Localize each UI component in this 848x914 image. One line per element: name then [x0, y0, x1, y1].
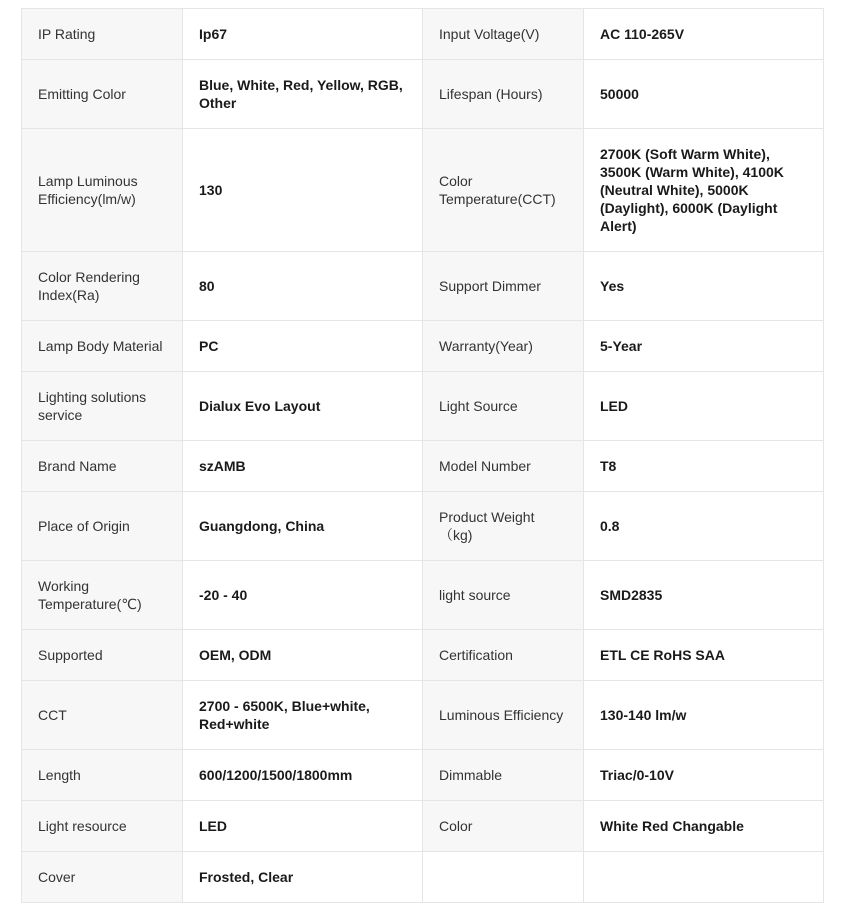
table-row: [22, 801, 824, 852]
spec-label: Lamp Luminous Efficiency(lm/w): [22, 129, 183, 252]
table-row: [22, 321, 824, 372]
spec-value: 2700 - 6500K, Blue+white, Red+white: [183, 681, 423, 750]
spec-label: Light Source: [423, 372, 584, 441]
spec-value: OEM, ODM: [183, 630, 423, 681]
spec-value: 0.8: [584, 492, 824, 561]
spec-label: Working Temperature(℃): [22, 561, 183, 630]
spec-label: Input Voltage(V): [423, 9, 584, 60]
spec-value: Frosted, Clear: [183, 852, 423, 903]
spec-value: Yes: [584, 252, 824, 321]
spec-value: PC: [183, 321, 423, 372]
spec-value: -20 - 40: [183, 561, 423, 630]
table-row: [22, 681, 824, 750]
spec-value: AC 110-265V: [584, 9, 824, 60]
spec-label: Dimmable: [423, 750, 584, 801]
table-row: [22, 60, 824, 129]
spec-value: Guangdong, China: [183, 492, 423, 561]
spec-label: CCT: [22, 681, 183, 750]
spec-value: Blue, White, Red, Yellow, RGB, Other: [183, 60, 423, 129]
spec-value: szAMB: [183, 441, 423, 492]
spec-value: 2700K (Soft Warm White), 3500K (Warm White), 4100K (Neutral White), 5000K (Daylight), 6000K (Daylight Alert): [584, 129, 824, 252]
spec-value: 600/1200/1500/1800mm: [183, 750, 423, 801]
table-row: [22, 372, 824, 441]
spec-label: Lamp Body Material: [22, 321, 183, 372]
spec-label: light source: [423, 561, 584, 630]
spec-label: Light resource: [22, 801, 183, 852]
spec-value: LED: [183, 801, 423, 852]
table-row: [22, 129, 824, 252]
spec-label: IP Rating: [22, 9, 183, 60]
spec-value: Triac/0-10V: [584, 750, 824, 801]
spec-label: Brand Name: [22, 441, 183, 492]
spec-value: White Red Changable: [584, 801, 824, 852]
spec-label: Emitting Color: [22, 60, 183, 129]
spec-label: Cover: [22, 852, 183, 903]
spec-value: 130: [183, 129, 423, 252]
table-row: [22, 750, 824, 801]
specification-table: [21, 8, 824, 903]
table-row: [22, 441, 824, 492]
spec-value: SMD2835: [584, 561, 824, 630]
spec-label: Place of Origin: [22, 492, 183, 561]
spec-label: Certification: [423, 630, 584, 681]
spec-label: Supported: [22, 630, 183, 681]
spec-value: 80: [183, 252, 423, 321]
spec-label: Product Weight （kg): [423, 492, 584, 561]
spec-label: Color Rendering Index(Ra): [22, 252, 183, 321]
spec-label: Lighting solutions service: [22, 372, 183, 441]
table-row: [22, 9, 824, 60]
spec-value: 5-Year: [584, 321, 824, 372]
spec-value: 50000: [584, 60, 824, 129]
spec-value: ETL CE RoHS SAA: [584, 630, 824, 681]
spec-label: Lifespan (Hours): [423, 60, 584, 129]
spec-label: Length: [22, 750, 183, 801]
spec-value: LED: [584, 372, 824, 441]
spec-value: [584, 852, 824, 903]
table-row: [22, 561, 824, 630]
spec-label: Support Dimmer: [423, 252, 584, 321]
table-row: [22, 252, 824, 321]
spec-value: T8: [584, 441, 824, 492]
spec-label: Color Temperature(CCT): [423, 129, 584, 252]
spec-value: Ip67: [183, 9, 423, 60]
spec-label: Model Number: [423, 441, 584, 492]
table-row: [22, 492, 824, 561]
spec-value: Dialux Evo Layout: [183, 372, 423, 441]
table-row: [22, 852, 824, 903]
spec-label: Color: [423, 801, 584, 852]
spec-label: Warranty(Year): [423, 321, 584, 372]
spec-label: [423, 852, 584, 903]
spec-label: Luminous Efficiency: [423, 681, 584, 750]
table-row: [22, 630, 824, 681]
spec-value: 130-140 lm/w: [584, 681, 824, 750]
